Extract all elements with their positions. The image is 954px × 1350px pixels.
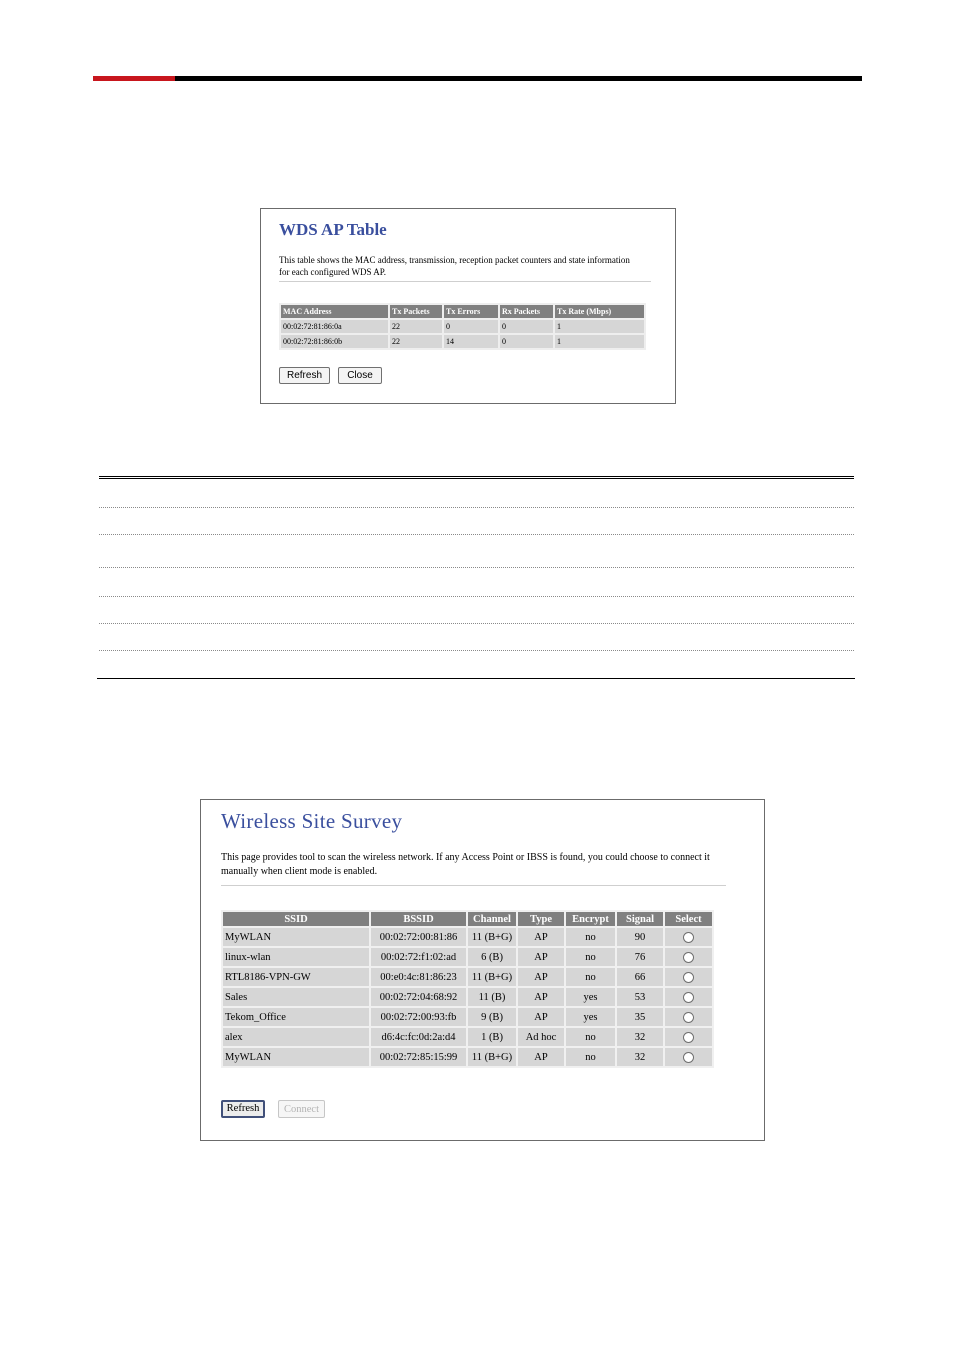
cell-signal: 76 [617, 948, 663, 966]
cell-encrypt: no [566, 1048, 615, 1066]
cell-bssid: 00:e0:4c:81:86:23 [371, 968, 466, 986]
cell-channel: 1 (B) [468, 1028, 516, 1046]
cell-bssid: 00:02:72:00:81:86 [371, 928, 466, 946]
cell-ssid: alex [223, 1028, 369, 1046]
col-select: Select [665, 912, 712, 926]
cell-encrypt: no [566, 968, 615, 986]
col-type: Type [518, 912, 564, 926]
cell-ssid: linux-wlan [223, 948, 369, 966]
cell-mac: 00:02:72:81:86:0a [281, 320, 388, 333]
cell-encrypt: no [566, 928, 615, 946]
cell-tx-rate: 1 [555, 335, 644, 348]
col-mac-address: MAC Address [281, 305, 388, 318]
col-channel: Channel [468, 912, 516, 926]
cell-channel: 11 (B+G) [468, 968, 516, 986]
cell-signal: 66 [617, 968, 663, 986]
cell-ssid: Tekom_Office [223, 1008, 369, 1026]
select-radio[interactable] [683, 952, 694, 963]
cell-type: Ad hoc [518, 1028, 564, 1046]
wds-separator [279, 281, 651, 282]
cell-encrypt: no [566, 1028, 615, 1046]
cell-signal: 53 [617, 988, 663, 1006]
col-tx-packets: Tx Packets [390, 305, 442, 318]
cell-bssid: d6:4c:fc:0d:2a:d4 [371, 1028, 466, 1046]
cell-rx-packets: 0 [500, 320, 553, 333]
cell-bssid: 00:02:72:00:93:fb [371, 1008, 466, 1026]
table-row [223, 968, 712, 986]
cell-tx-rate: 1 [555, 320, 644, 333]
header-rule [93, 76, 862, 81]
col-bssid: BSSID [371, 912, 466, 926]
table-row-line [99, 596, 854, 597]
survey-refresh-button[interactable]: Refresh [221, 1100, 265, 1118]
wds-ap-table-panel [260, 208, 676, 404]
cell-ssid: MyWLAN [223, 928, 369, 946]
col-tx-errors: Tx Errors [444, 305, 498, 318]
survey-table-header [223, 912, 712, 926]
cell-bssid: 00:02:72:f1:02:ad [371, 948, 466, 966]
wireless-site-survey-panel [200, 799, 765, 1141]
cell-tx-errors: 0 [444, 320, 498, 333]
cell-type: AP [518, 988, 564, 1006]
cell-select [665, 1028, 712, 1046]
survey-connect-button[interactable]: Connect [278, 1100, 325, 1118]
survey-separator [221, 885, 726, 886]
cell-select [665, 1008, 712, 1026]
survey-description: This page provides tool to scan the wireless network. If any Access Point or IBSS is found, you could choose to connect it manually when client mode is enabled. [221, 852, 710, 877]
select-radio[interactable] [683, 1052, 694, 1063]
select-radio[interactable] [683, 1032, 694, 1043]
cell-select [665, 948, 712, 966]
wds-table [279, 303, 646, 350]
table-row [281, 320, 644, 333]
cell-type: AP [518, 928, 564, 946]
cell-ssid: RTL8186-VPN-GW [223, 968, 369, 986]
cell-channel: 11 (B) [468, 988, 516, 1006]
cell-channel: 11 (B+G) [468, 928, 516, 946]
header-rule-accent [93, 76, 175, 81]
table-row-line [99, 534, 854, 535]
cell-signal: 90 [617, 928, 663, 946]
table-row-line [99, 567, 854, 568]
table-row-line [99, 507, 854, 508]
col-rx-packets: Rx Packets [500, 305, 553, 318]
cell-type: AP [518, 1008, 564, 1026]
cell-select [665, 968, 712, 986]
cell-signal: 35 [617, 1008, 663, 1026]
col-tx-rate: Tx Rate (Mbps) [555, 305, 644, 318]
cell-channel: 9 (B) [468, 1008, 516, 1026]
survey-table [221, 910, 714, 1068]
cell-ssid: Sales [223, 988, 369, 1006]
col-signal: Signal [617, 912, 663, 926]
cell-channel: 6 (B) [468, 948, 516, 966]
wds-table-header [281, 305, 644, 318]
table-row [223, 1048, 712, 1066]
cell-encrypt: no [566, 948, 615, 966]
table-bottom-rule [97, 678, 855, 679]
cell-channel: 11 (B+G) [468, 1048, 516, 1066]
cell-select [665, 928, 712, 946]
col-encrypt: Encrypt [566, 912, 615, 926]
cell-tx-packets: 22 [390, 335, 442, 348]
cell-signal: 32 [617, 1028, 663, 1046]
cell-mac: 00:02:72:81:86:0b [281, 335, 388, 348]
select-radio[interactable] [683, 972, 694, 983]
table-row [223, 928, 712, 946]
table-row [223, 988, 712, 1006]
select-radio[interactable] [683, 1012, 694, 1023]
table-row [281, 335, 644, 348]
cell-type: AP [518, 948, 564, 966]
table-row-line [99, 623, 854, 624]
cell-tx-errors: 14 [444, 335, 498, 348]
cell-ssid: MyWLAN [223, 1048, 369, 1066]
select-radio[interactable] [683, 932, 694, 943]
table-row-line [99, 650, 854, 651]
cell-encrypt: yes [566, 1008, 615, 1026]
cell-select [665, 1048, 712, 1066]
cell-type: AP [518, 968, 564, 986]
wds-title: WDS AP Table [279, 220, 387, 239]
table-row [223, 1028, 712, 1046]
cell-bssid: 00:02:72:04:68:92 [371, 988, 466, 1006]
cell-encrypt: yes [566, 988, 615, 1006]
cell-signal: 32 [617, 1048, 663, 1066]
wds-refresh-button[interactable]: Refresh [279, 367, 330, 384]
col-ssid: SSID [223, 912, 369, 926]
cell-rx-packets: 0 [500, 335, 553, 348]
select-radio[interactable] [683, 992, 694, 1003]
cell-bssid: 00:02:72:85:15:99 [371, 1048, 466, 1066]
table-top-rule [99, 476, 854, 477]
table-row [223, 948, 712, 966]
cell-select [665, 988, 712, 1006]
wds-close-button[interactable]: Close [338, 367, 382, 384]
survey-title: Wireless Site Survey [221, 809, 403, 833]
cell-type: AP [518, 1048, 564, 1066]
table-row [223, 1008, 712, 1026]
wds-description: This table shows the MAC address, transmission, reception packet counters and state information for each configured WDS AP. [279, 255, 630, 277]
cell-tx-packets: 22 [390, 320, 442, 333]
